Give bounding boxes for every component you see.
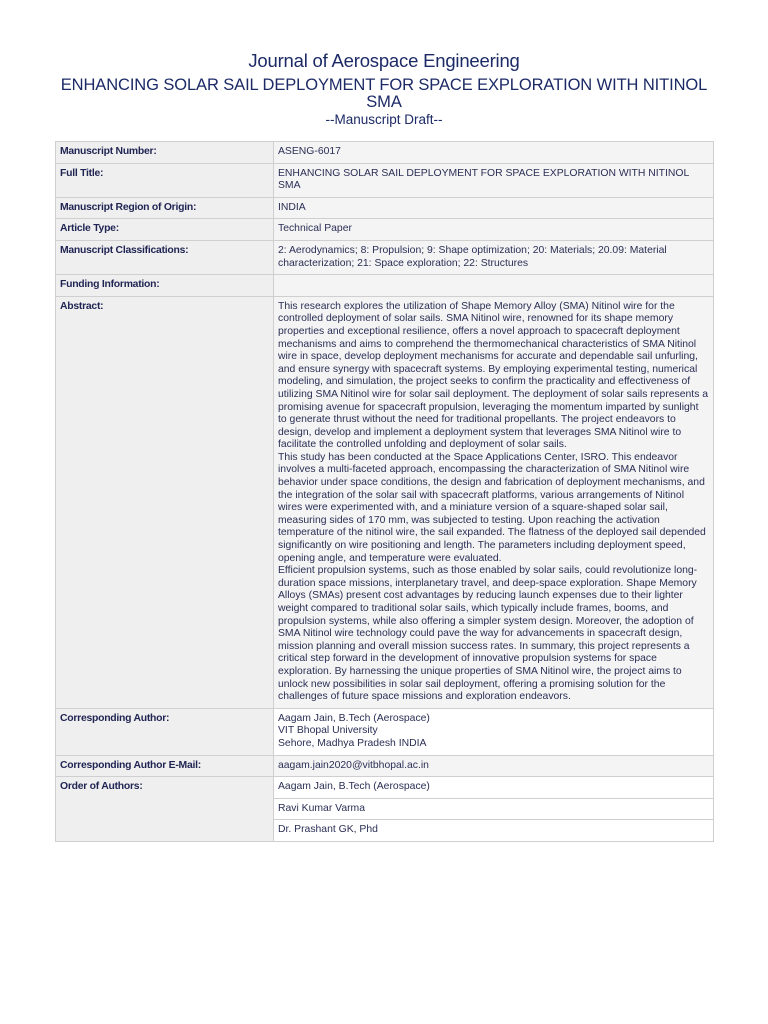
row-email [56,755,714,777]
field-label: Funding Information: [56,275,274,297]
field-value: INDIA [274,197,714,219]
row-full-title [56,163,714,197]
field-value: 2: Aerodynamics; 8: Propulsion; 9: Shape optimization; 20: Materials; 20.09: Material characterization; 21: Space exploration; 22: Structures [274,240,714,274]
author-list-item: Ravi Kumar Varma [274,798,714,820]
manuscript-info-table [55,141,714,842]
abstract-paragraph: This study has been conducted at the Space Applications Center, ISRO. This endeavor involves a multi-faceted approach, encompassing the characterization of SMA Nitinol wire behavior under space conditions, the design and fabrication of deployment mechanisms, and the integration of the solar sail with spacecraft platforms, various arrangements of Nitinol wires were experimented with, and a miniature version of a square-shaped solar sail, measuring sides of 170 mm, was subjected to testing. Upon reaching the activation temperature of the nitinol wire, the sail expanded. The flatness of the deployed sail depended significantly on wire positioning and length. The parameters including deployment speed, opening angle, and temperature were evaluated. [278,451,706,564]
row-classifications [56,240,714,274]
author-name: Aagam Jain, B.Tech (Aerospace) [278,712,430,724]
row-manuscript-number [56,142,714,164]
author-email: aagam.jain2020@vitbhopal.ac.in [274,755,714,777]
row-corresponding-author [56,708,714,755]
author-location: Sehore, Madhya Pradesh INDIA [278,737,427,749]
author-list-item: Dr. Prashant GK, Phd [274,820,714,842]
field-label: Corresponding Author: [56,708,274,755]
row-order-of-authors [56,777,714,799]
field-value: Technical Paper [274,219,714,241]
field-value [274,708,714,755]
abstract-paragraph: Efficient propulsion systems, such as those enabled by solar sails, could revolutionize long-duration space missions, interplanetary travel, and deep-space exploration. Shape Memory Alloys (SMAs) present cost advantages by reducing launch expenses due to their lighter weight compared to traditional solar sails, which typically include frames, booms, and propulsion systems, while also offering a simpler system design. Moreover, the adoption of SMA Nitinol wire technology could pave the way for advancements in spacecraft design, mission planning and overall mission success rates. In summary, this project represents a critical step forward in the development of innovative propulsion systems for space exploration. By harnessing the unique properties of SMA Nitinol wire, the project aims to unlock new possibilities in solar sail deployment, offering a promising solution for the challenges of future space missions and exploration endeavors. [278,565,698,703]
journal-name: Journal of Aerospace Engineering [248,50,520,71]
row-funding [56,275,714,297]
row-region [56,197,714,219]
row-abstract [56,296,714,708]
field-label: Full Title: [56,163,274,197]
field-label: Order of Authors: [56,777,274,842]
abstract-text [274,296,714,708]
field-value: ASENG-6017 [274,142,714,164]
field-label: Abstract: [56,296,274,708]
field-label: Manuscript Number: [56,142,274,164]
author-list-item: Aagam Jain, B.Tech (Aerospace) [274,777,714,799]
field-value [274,275,714,297]
field-label: Manuscript Region of Origin: [56,197,274,219]
field-label: Corresponding Author E-Mail: [56,755,274,777]
field-value: ENHANCING SOLAR SAIL DEPLOYMENT FOR SPACE EXPLORATION WITH NITINOL SMA [274,163,714,197]
document-header [0,0,768,127]
manuscript-title: ENHANCING SOLAR SAIL DEPLOYMENT FOR SPACE EXPLORATION WITH NITINOL SMA [60,76,708,111]
field-label: Article Type: [56,219,274,241]
abstract-paragraph: This research explores the utilization of Shape Memory Alloy (SMA) Nitinol wire for the controlled deployment of solar sails. SMA Nitinol wire, renowned for its shape memory properties and exceptional resilience, offers a novel approach to spacecraft deployment mechanisms and aims to comprehend the thermomechanical characteristics of SMA Nitinol wire in space, develop deployment mechanisms for accurate and dependable sail unfurling, and ensure synergy with spacecraft systems. By employing experimental testing, numerical modeling, and simulation, the project seeks to confirm the practicality and effectiveness of utilizing SMA Nitinol wire for solar sail deployment. The deployment of solar sails represents a promising avenue for spacecraft propulsion, leveraging the momentum imparted by sunlight to generate thrust without the need for traditional propellants. The project endeavors to design, develop and implement a deployment system that leverages SMA Nitinol wire to facilitate the controlled unfolding and deployment of solar sails. [278,300,709,451]
row-article-type [56,219,714,241]
draft-label: --Manuscript Draft-- [325,112,443,127]
author-institution: VIT Bhopal University [278,725,378,737]
field-label: Manuscript Classifications: [56,240,274,274]
